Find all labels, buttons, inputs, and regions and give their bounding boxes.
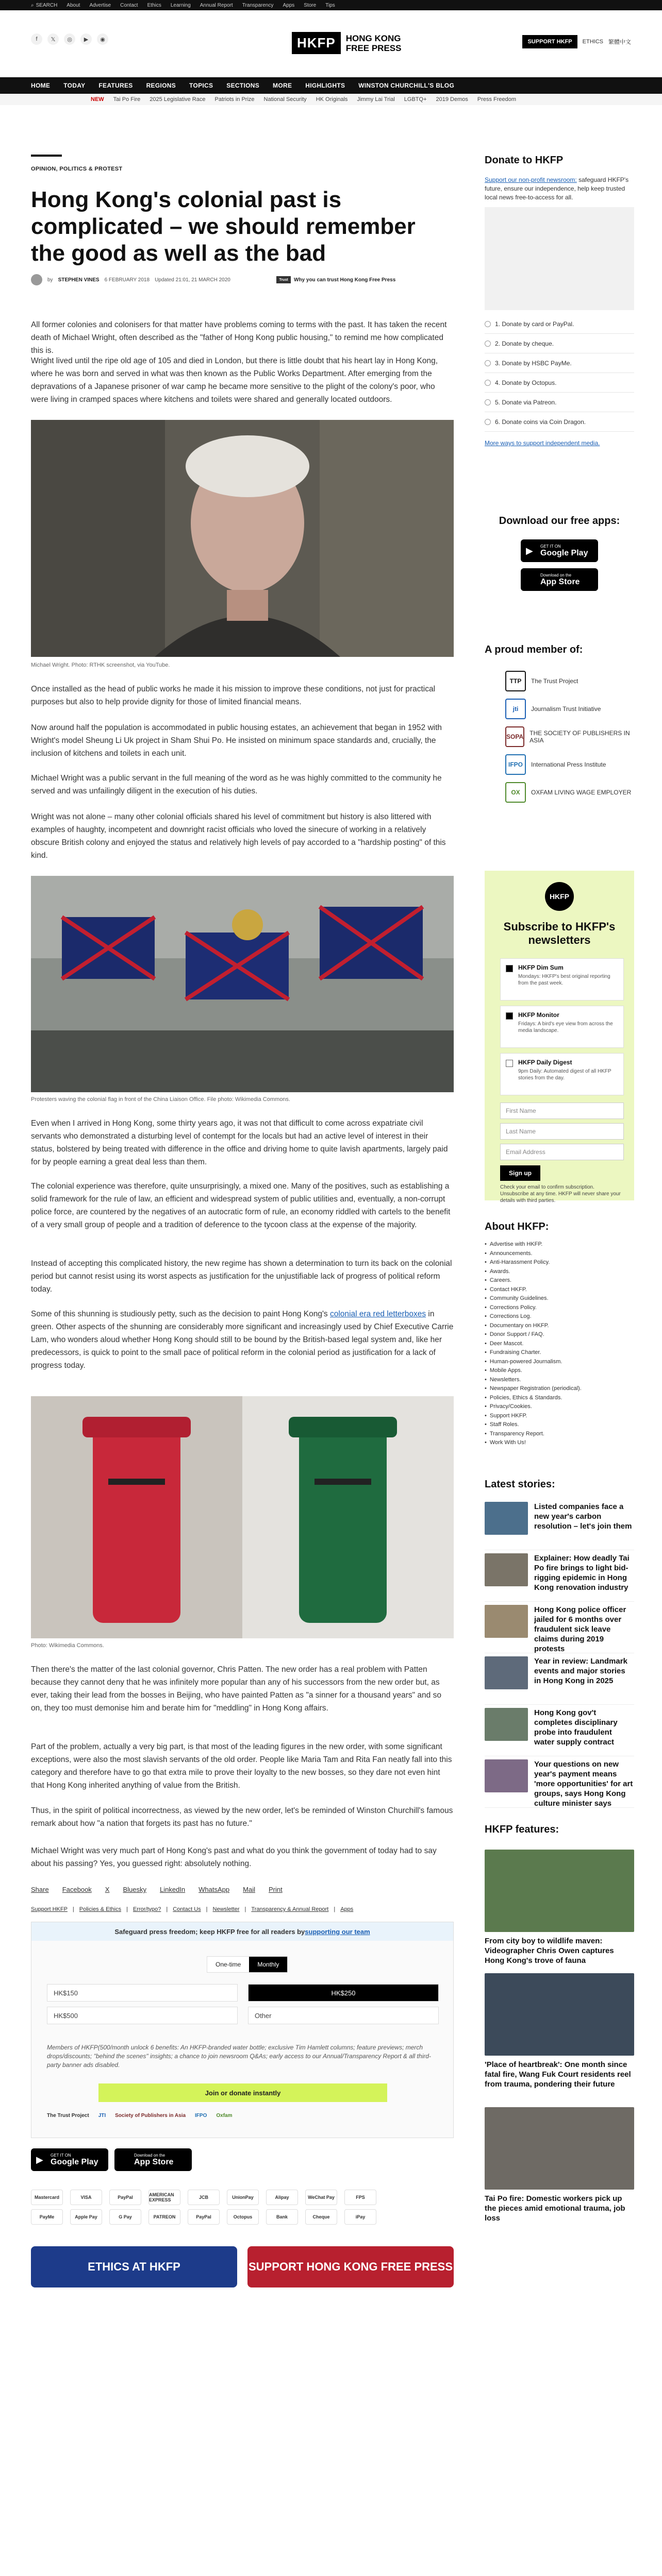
newsletter-option[interactable]: HKFP Monitor Fridays: A bird's eye view from across the media landscape.	[500, 1006, 624, 1048]
sidebar-apps	[485, 515, 634, 591]
apps-heading: Download our free apps:	[499, 515, 620, 527]
share-mail[interactable]: Mail	[243, 1886, 255, 1893]
support-link[interactable]: Contact Us	[173, 1906, 201, 1912]
google-play-button[interactable]: ▶ GET IT ON Google Play	[521, 539, 598, 562]
sidebar-about	[485, 1221, 634, 1448]
share-linkedin[interactable]: LinkedIn	[160, 1886, 186, 1893]
top-utility-bar	[0, 0, 662, 10]
photo-caption: Protesters waving the colonial flag in front of the China Liaison Office. File photo: Wikimedia Commons.	[31, 1096, 290, 1103]
paragraph: Michael Wright was very much part of Hong Kong's past and what do you think the government of today had to say about his passing? Yes, you guessed right: absolutely nothing.	[31, 1846, 437, 1868]
about-link[interactable]: • Mobile Apps.	[485, 1366, 634, 1376]
about-link[interactable]: • Policies, Ethics & Standards.	[485, 1394, 634, 1403]
about-list	[485, 1240, 634, 1448]
google-play-icon: ▶	[36, 2155, 43, 2165]
search-link[interactable]: ⌕ SEARCH	[31, 2, 58, 8]
subnav-item[interactable]: Press Freedom	[477, 96, 517, 103]
donate-illustration	[485, 207, 634, 310]
share-facebook[interactable]: Facebook	[62, 1886, 92, 1893]
topbar-link[interactable]: Contact	[120, 2, 138, 8]
instagram-icon[interactable]: ◎	[64, 33, 75, 45]
paragraph: Thus, in the spirit of political incorrectness, as viewed by the new order, let's be reminded of Winston Churchill's famous remark about how "a nation that forgets its past has no future."	[31, 1806, 453, 1828]
donate-badges	[47, 2113, 233, 2119]
share-bluesky[interactable]: Bluesky	[123, 1886, 146, 1893]
ethics-banner[interactable]: ETHICS AT HKFP	[31, 2246, 237, 2287]
donate-option[interactable]: 3. Donate by HSBC PayMe.	[485, 353, 634, 373]
about-link[interactable]: • Work With Us!	[485, 1438, 634, 1448]
support-team-link[interactable]: supporting our team	[305, 1927, 370, 1936]
payment-logo: iPay	[344, 2209, 376, 2225]
sidebar-donate	[485, 155, 634, 448]
story-thumbnail	[485, 1502, 528, 1535]
paragraph: The colonial experience was therefore, quite unsurprisingly, a mixed one. Many of the positives, such as establishing a solid framework for the rule of law, an efficient and widespread system of public utilities and, eventually, a non-corrupt police force, are countered by the negatives of an autocratic form of rule, an economy riddled with cartels to the benefit of a very small group of people and a tradition of deference to the tycoon class at the expense of the majority.	[31, 1182, 451, 1229]
topbar-link[interactable]: Tips	[325, 2, 335, 8]
story-thumbnail	[485, 1708, 528, 1741]
nav-item[interactable]: REGIONS	[146, 82, 176, 89]
radio-icon	[485, 360, 491, 366]
new-badge: NEW	[91, 96, 104, 103]
site-header	[0, 10, 662, 77]
oxfam-icon: OX	[505, 782, 526, 803]
badge-ifpo: IFPO	[195, 2113, 207, 2119]
about-link[interactable]: • Transparency Report.	[485, 1430, 634, 1439]
feature-image	[485, 2107, 634, 2190]
payment-logo: Bank	[266, 2209, 298, 2225]
nav-item[interactable]: TOPICS	[189, 82, 213, 89]
badge-trust-project: The Trust Project	[47, 2113, 89, 2119]
story-thumbnail	[485, 1656, 528, 1689]
paragraph: Instead of accepting this complicated history, the new regime has shown a determination to turn its back on the colonial period but cannot resist using its worst aspects as justification for the unjustifiable lack of progress of political reform today.	[31, 1259, 452, 1294]
x-icon[interactable]: 𝕏	[47, 33, 59, 45]
photo-colonial-flags	[31, 876, 454, 1092]
support-hkfp-button[interactable]: SUPPORT HKFP	[522, 35, 577, 48]
share-label[interactable]: Share	[31, 1886, 49, 1893]
paragraph: Some of this shunning is studiously petty, such as the decision to paint Hong Kong's colonial era red letterboxes in green. Other aspects of the shunning are considerably more significant and increasingly used by Chief Executive Carrie Lam, who wonders aloud whether Hong Kong should still to be bound by the British-based legal system and, like her predecessors, is quick to point to the small pace of political reform in the colonial period as justification for a lack of progress today.	[31, 1310, 454, 1370]
about-heading: About HKFP:	[485, 1221, 549, 1232]
ethics-link[interactable]: ETHICS	[582, 39, 603, 45]
feature-card[interactable]: Tai Po fire: Domestic workers pick up the pieces amid emotional trauma, job loss	[485, 2107, 634, 2223]
trust-badge[interactable]: Trust Why you can trust Hong Kong Free Press	[276, 276, 395, 283]
about-link[interactable]: • Donor Support / FAQ.	[485, 1330, 634, 1340]
updated-date: Updated 21:01, 21 MARCH 2020	[155, 277, 230, 283]
more-ways-link[interactable]: More ways to support independent media.	[485, 439, 600, 447]
about-link[interactable]: • Support HKFP.	[485, 1412, 634, 1421]
member-list	[485, 667, 634, 806]
nav-item[interactable]: SECTIONS	[226, 82, 260, 89]
hkfp-logo-circle: HKFP	[545, 882, 574, 911]
about-link[interactable]: • Corrections Policy.	[485, 1303, 634, 1313]
share-whatsapp[interactable]: WhatsApp	[198, 1886, 230, 1893]
about-link[interactable]: • Privacy/Cookies.	[485, 1402, 634, 1412]
subnav-item[interactable]: 2025 Legislative Race	[150, 96, 206, 103]
latest-heading: Latest stories:	[485, 1479, 555, 1490]
share-bar	[31, 1886, 283, 1893]
about-link[interactable]: • Careers.	[485, 1276, 634, 1285]
header-actions	[522, 35, 631, 48]
social-links	[31, 33, 108, 45]
about-link[interactable]: • Deer Mascot.	[485, 1340, 634, 1349]
nav-item[interactable]: FEATURES	[98, 82, 133, 89]
support-banner[interactable]: SUPPORT HONG KONG FREE PRESS	[247, 2246, 454, 2287]
donate-box	[31, 1922, 454, 2138]
latest-story[interactable]: Listed companies face a new year's carbon resolution – let's join them	[485, 1499, 634, 1550]
support-link[interactable]: Error/typo?	[133, 1906, 161, 1912]
frequency-toggle	[207, 1956, 288, 1973]
support-links: Support HKFP | Policies & Ethics | Error/typo? | Contact Us | Newsletter | Transparency & Annual Report | Apps	[31, 1906, 354, 1912]
feature-image	[485, 1850, 634, 1932]
search-icon: ⌕	[31, 2, 34, 8]
paragraph: Michael Wright was a public servant in the full meaning of the word as he was highly committed to the community he served and was unfailingly diligent in the execution of his duties.	[31, 774, 442, 795]
paragraph: Once installed as the head of public works he made it his mission to improve these conditions, not just for practical purposes but also to help provide dignity for those of limited financial means.	[31, 685, 436, 706]
donate-box-header: Safeguard press freedom; keep HKFP free for all readers by supporting our team	[31, 1922, 453, 1941]
email-input[interactable]: Email Address	[500, 1144, 624, 1160]
join-donate-button[interactable]: Join or donate instantly	[98, 2083, 387, 2102]
sub-nav	[0, 94, 662, 105]
payment-methods	[31, 2190, 376, 2225]
article-title: Hong Kong's colonial past is complicated – we should remember the good as well as the bad	[31, 187, 416, 266]
payment-logo: Octopus	[227, 2209, 259, 2225]
support-link[interactable]: Policies & Ethics	[79, 1906, 122, 1912]
member-item[interactable]: IFPO International Press Institute	[505, 751, 634, 778]
about-link[interactable]: • Community Guidelines.	[485, 1294, 634, 1303]
support-newsroom-link[interactable]: Support our non-profit newsroom:	[485, 176, 577, 183]
radio-icon	[485, 399, 491, 405]
paragraph: All former colonies and colonisers for that matter have problems coming to terms with the past. It has taken the recent death of Michael Wright, often described as the "father of Hong Kong public housing," to remind me how complicated this is.	[31, 320, 447, 355]
donate-option[interactable]: 5. Donate via Patreon.	[485, 393, 634, 412]
publish-date: 6 FEBRUARY 2018	[104, 277, 150, 283]
payment-logo: Mastercard	[31, 2190, 63, 2205]
photo-michael-wright	[31, 420, 454, 657]
photo-caption: Photo: Wikimedia Commons.	[31, 1642, 104, 1649]
latest-story[interactable]: Your questions on new year's payment means 'more opportunities' for art groups, says Hong Kong culture minister says	[485, 1756, 634, 1808]
latest-story[interactable]: Hong Kong police officer jailed for 6 months over fraudulent sick leave claims during 2019 protests	[485, 1602, 634, 1653]
subnav-item[interactable]: LGBTQ+	[404, 96, 427, 103]
checkbox-icon[interactable]	[506, 965, 513, 972]
one-time-option[interactable]: One-time	[207, 1957, 249, 1972]
payment-logo: Cheque	[305, 2209, 337, 2225]
donate-heading: Donate to HKFP	[485, 155, 564, 166]
app-store-buttons	[31, 2148, 192, 2171]
about-link[interactable]: • Human-powered Journalism.	[485, 1358, 634, 1367]
payment-logo: G Pay	[109, 2209, 141, 2225]
amount-option[interactable]: HK$500	[47, 2007, 238, 2024]
author-name[interactable]: STEPHEN VINES	[58, 277, 100, 283]
nav-item[interactable]: WINSTON CHURCHILL'S BLOG	[358, 82, 455, 89]
story-thumbnail	[485, 1605, 528, 1638]
support-link[interactable]: Apps	[340, 1906, 354, 1912]
sidebar-features	[485, 1824, 634, 1836]
sidebar-store-buttons	[521, 539, 598, 591]
payment-logo: UnionPay	[227, 2190, 259, 2205]
nav-item[interactable]: HIGHLIGHTS	[305, 82, 345, 89]
signup-button[interactable]: Sign up	[500, 1165, 540, 1181]
about-link[interactable]: • Contact HKFP.	[485, 1285, 634, 1295]
member-benefits: Members of HKFP(500/month unlock 6 benefits: An HKFP-branded water bottle; exclusive Tim Hamlett columns; feature previews; merch drops/discounts; "behind the scenes" insights; a chance to join newsroom Q&As; early access to our Annual/Transparency Report & all third-party banner ads disabled.	[47, 2044, 431, 2069]
rss-icon[interactable]: ◉	[97, 33, 108, 45]
donate-option[interactable]: 4. Donate by Octopus.	[485, 373, 634, 393]
member-heading: A proud member of:	[485, 644, 583, 655]
sidebar-memberships	[485, 644, 634, 806]
latest-story[interactable]: Hong Kong gov't completes disciplinary probe into fraudulent water supply contract	[485, 1705, 634, 1756]
logo-text: HONG KONG FREE PRESS	[345, 33, 402, 53]
subnav-item[interactable]: 2019 Demos	[436, 96, 468, 103]
about-link[interactable]: • Newsletters.	[485, 1376, 634, 1385]
share-x[interactable]: X	[105, 1886, 110, 1893]
feature-card[interactable]: 'Place of heartbreak': One month since fatal fire, Wang Fuk Court residents reel from trauma, pondering their future	[485, 1973, 634, 2089]
letterboxes-image	[31, 1396, 454, 1638]
radio-icon	[485, 380, 491, 386]
subnav-item[interactable]: National Security	[263, 96, 307, 103]
jti-icon: jti	[505, 699, 526, 719]
payment-logo: VISA	[70, 2190, 102, 2205]
badge-sopa: Society of Publishers in Asia	[115, 2113, 186, 2119]
story-thumbnail	[485, 1553, 528, 1586]
about-link[interactable]: • Awards.	[485, 1267, 634, 1277]
about-link[interactable]: • Advertise with HKFP.	[485, 1240, 634, 1249]
topbar-link[interactable]: Transparency	[242, 2, 274, 8]
payment-logo: JCB	[188, 2190, 220, 2205]
app-store-button[interactable]: Download on the App Store	[114, 2148, 192, 2171]
byline: by STEPHEN VINES 6 FEBRUARY 2018 Updated 21:01, 21 MARCH 2020	[31, 274, 230, 285]
support-link[interactable]: Transparency & Annual Report	[251, 1906, 329, 1912]
paragraph: Wright was not alone – many other colonial officials shared his level of commitment but history is also littered with examples of haughty, incompetent and downright racist officials who loved the sinecure of working in a relatively obscure British colony and enjoyed the status and relatively high levels of pay accorded to a "hardship posting" of this kind.	[31, 812, 446, 860]
last-name-input[interactable]: Last Name	[500, 1123, 624, 1140]
site-logo[interactable]	[292, 32, 401, 54]
about-link[interactable]: • Staff Roles.	[485, 1420, 634, 1430]
member-item[interactable]: OX OXFAM LIVING WAGE EMPLOYER	[505, 778, 634, 806]
payment-logo: AMERICAN EXPRESS	[148, 2190, 180, 2205]
nav-item[interactable]: TODAY	[63, 82, 86, 89]
bottom-banners	[31, 2246, 454, 2287]
subnav-item[interactable]: Jimmy Lai Trial	[357, 96, 395, 103]
sopa-icon: SOPA	[505, 726, 524, 747]
subnav-item[interactable]: HK Originals	[316, 96, 348, 103]
payment-logo: Alipay	[266, 2190, 298, 2205]
author-avatar	[31, 274, 42, 285]
radio-icon	[485, 321, 491, 327]
member-item[interactable]: TTP The Trust Project	[505, 667, 634, 695]
badge-jti: JTI	[98, 2113, 106, 2119]
donate-option[interactable]: 1. Donate by card or PayPal.	[485, 314, 634, 334]
letterboxes-link[interactable]: colonial era red letterboxes	[329, 1310, 426, 1318]
ipi-icon: IFPO	[505, 754, 526, 775]
portrait-image	[31, 420, 454, 657]
topbar-link[interactable]: Ethics	[147, 2, 161, 8]
payment-logo: FPS	[344, 2190, 376, 2205]
photo-letterboxes	[31, 1396, 454, 1638]
amount-option[interactable]: HK$150	[47, 1984, 238, 2002]
payment-logo: PayMe	[31, 2209, 63, 2225]
badge-oxfam: Oxfam	[216, 2113, 233, 2119]
latest-story[interactable]: Explainer: How deadly Tai Po fire brings to light bid-rigging epidemic in Hong Kong renovation industry	[485, 1550, 634, 1602]
support-link[interactable]: Newsletter	[212, 1906, 240, 1912]
donate-option[interactable]: 2. Donate by cheque.	[485, 334, 634, 353]
nav-item[interactable]: HOME	[31, 82, 51, 89]
features-heading: HKFP features:	[485, 1824, 559, 1835]
checkbox-icon[interactable]	[506, 1060, 513, 1067]
trust-project-icon: TTP	[505, 671, 526, 691]
paragraph: Wright lived until the ripe old age of 105 and died in London, but there is little doubt that his heart lay in Hong Kong, where he was born and served in what was then known as the Public Works Department. After emerging from the depravations of a Japanese prisoner of war camp he became more sensitive to the plight of the colony's poor, who were living in cramped spaces where kitchens and toilets were shared and generally located outdoors.	[31, 357, 438, 404]
main-nav	[0, 77, 662, 94]
topbar-link[interactable]: Store	[304, 2, 317, 8]
payment-logo: PATREON	[148, 2209, 180, 2225]
newsletter-note: Check your email to confirm subscription. Unsubscribe at any time. HKFP will never share your details with third parties.	[500, 1184, 621, 1204]
category-rule	[31, 155, 62, 157]
apple-icon	[526, 574, 536, 585]
amount-option-selected[interactable]: HK$250	[248, 1984, 439, 2002]
newsletter-option[interactable]: HKFP Daily Digest 9pm Daily: Automated digest of all HKFP stories from the day.	[500, 1053, 624, 1095]
about-link[interactable]: • Announcements.	[485, 1249, 634, 1259]
article-category[interactable]: OPINION, POLITICS & PROTEST	[31, 166, 123, 172]
about-link[interactable]: • Documentary on HKFP.	[485, 1321, 634, 1331]
topbar-link[interactable]: Annual Report	[200, 2, 233, 8]
radio-icon	[485, 419, 491, 425]
google-play-icon: ▶	[526, 546, 533, 556]
about-link[interactable]: • Newspaper Registration (periodical).	[485, 1384, 634, 1394]
paragraph: Then there's the matter of the last colonial governor, Chris Patten. The new order has a real problem with Patten because they cannot deny that he was infinitely more popular than any of his successors from the new order but, as ever, taking their lead from the bosses in Beijing, who have painted Patten as "a sinner for a thousand years" and so on, they too must demonise him and berate him for "meddling" in Hong Kong affairs.	[31, 1665, 441, 1713]
photo-caption: Michael Wright. Photo: RTHK screenshot, via YouTube.	[31, 662, 170, 668]
checkbox-icon[interactable]	[506, 1012, 513, 1020]
support-link[interactable]: Support HKFP	[31, 1906, 68, 1912]
story-thumbnail	[485, 1759, 528, 1792]
nav-item[interactable]: MORE	[273, 82, 292, 89]
topbar-link[interactable]: Apps	[283, 2, 295, 8]
newsletter-heading: Subscribe to HKFP's newsletters	[503, 920, 616, 946]
donate-options	[485, 314, 634, 432]
member-item[interactable]: jti Journalism Trust Initiative	[505, 695, 634, 723]
flags-image	[31, 876, 454, 1092]
donate-option[interactable]: 6. Donate coins via Coin Dragon.	[485, 412, 634, 432]
trust-project-icon: Trust	[276, 276, 291, 283]
payment-logo: PayPal	[109, 2190, 141, 2205]
topbar-link[interactable]: About	[67, 2, 80, 8]
amount-option-other[interactable]: Other	[248, 2007, 439, 2024]
paragraph: Now around half the population is accommodated in public housing estates, an achievement that began in 1952 with Wright's model Sheung Li Uk project in Sham Shui Po. He insisted on minimum space standards and, crucially, the inclusion of kitchens and toilets in each unit.	[31, 723, 442, 758]
radio-icon	[485, 341, 491, 347]
share-print[interactable]: Print	[268, 1886, 283, 1893]
google-play-button[interactable]: ▶ GET IT ON Google Play	[31, 2148, 108, 2171]
payment-logo: WeChat Pay	[305, 2190, 337, 2205]
topbar-link[interactable]: Advertise	[89, 2, 111, 8]
first-name-input[interactable]: First Name	[500, 1103, 624, 1119]
feature-card[interactable]: From city boy to wildlife maven: Videographer Chris Owen captures Hong Kong's trove of fauna	[485, 1850, 634, 1965]
latest-story[interactable]: Year in review: Landmark events and major stories in Hong Kong in 2025	[485, 1653, 634, 1705]
payment-logo: Apple Pay	[70, 2209, 102, 2225]
sidebar-latest	[485, 1479, 634, 1808]
subnav-item[interactable]: Tai Po Fire	[113, 96, 141, 103]
payment-logo: PayPal	[188, 2209, 220, 2225]
latest-list	[485, 1499, 634, 1808]
topbar-link[interactable]: Learning	[170, 2, 191, 8]
facebook-icon[interactable]: f	[31, 33, 42, 45]
paragraph: Part of the problem, actually a very big part, is that most of the leading figures in the new order, with some significant exceptions, were also the most slavish servants of the old order. People like Maria Tam and Rita Fan neatly fall into this category and therefore have to go that extra mile to prove their loyalty to the new bosses, so they dare not even hint that Hong Kong inherited anything of value from the British.	[31, 1742, 452, 1790]
chinese-link[interactable]: 繁體中文	[608, 39, 631, 45]
logo-box: HKFP	[292, 32, 341, 54]
about-link[interactable]: • Anti-Harassment Policy.	[485, 1258, 634, 1267]
feature-image	[485, 1973, 634, 2056]
about-link[interactable]: • Corrections Log.	[485, 1312, 634, 1321]
youtube-icon[interactable]: ▶	[80, 33, 92, 45]
about-link[interactable]: • Fundraising Charter.	[485, 1348, 634, 1358]
member-item[interactable]: SOPA THE SOCIETY OF PUBLISHERS IN ASIA	[505, 723, 634, 751]
apple-icon	[120, 2155, 130, 2165]
monthly-option[interactable]: Monthly	[249, 1957, 287, 1972]
paragraph: Even when I arrived in Hong Kong, some thirty years ago, it was not that difficult to come across expatriate civil servants who demonstrated a disturbing level of contempt for the locals but had an active level of interest in their status, bolstered by being treated with difference in the office and driving home to quite lavish apartments, largely paid for by people earning a great deal less than them.	[31, 1119, 448, 1166]
newsletter-option[interactable]: HKFP Dim Sum Mondays: HKFP's best original reporting from the past week.	[500, 958, 624, 1001]
subnav-item[interactable]: Patriots in Prize	[214, 96, 255, 103]
donate-text: Support our non-profit newsroom: safeguard HKFP's future, ensure our independence, help keep trusted local news free-to-access for all.	[485, 176, 629, 201]
app-store-button[interactable]: Download on the App Store	[521, 568, 598, 591]
newsletter-box	[485, 871, 634, 1204]
